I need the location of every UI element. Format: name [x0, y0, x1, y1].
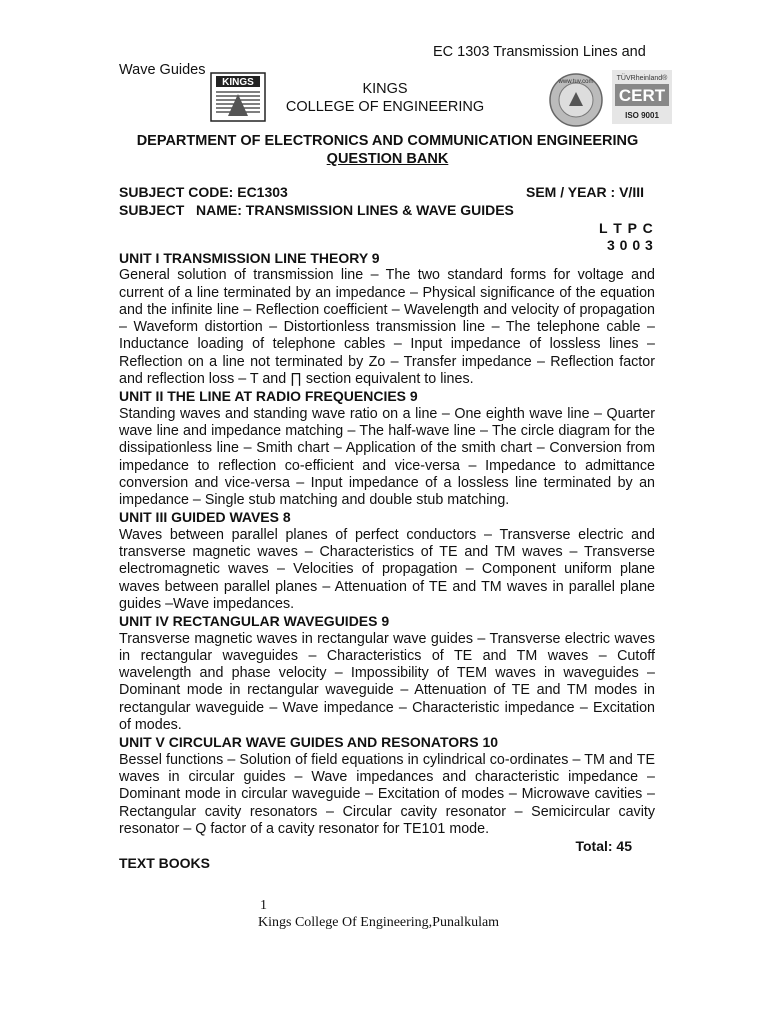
department-heading: [110, 132, 665, 168]
unit-title: UNIT V CIRCULAR WAVE GUIDES AND RESONATORS 10: [119, 734, 499, 751]
tuv-seal-icon: [545, 72, 607, 128]
total-hours: Total: 45: [575, 838, 632, 855]
text-books-heading: TEXT BOOKS: [119, 855, 211, 872]
cert-label: CERT: [618, 86, 666, 105]
unit-section: [119, 509, 655, 613]
kings-logo-text: KINGS: [222, 77, 254, 88]
unit-section: [119, 250, 655, 388]
page-number: 1: [260, 898, 267, 913]
ltpc-label: L T P C: [599, 220, 653, 236]
unit-body: Waves between parallel planes of perfect conductors – Transverse electric and transverse magnetic waves – Characteristics of TE and TM waves – Transverse electromagnetic waves – Velocities of propagation – Component uniform plane waves between parallel planes – Attenuation of TE and TM waves in parallel plane guides –Wave impedances.: [119, 526, 655, 612]
unit-section: [119, 734, 655, 838]
cert-brand: TÜVRheinland®: [616, 75, 668, 82]
subject-code: SUBJECT CODE: EC1303: [119, 184, 288, 200]
question-bank-title: QUESTION BANK: [326, 151, 449, 167]
unit-title: UNIT IV RECTANGULAR WAVEGUIDES 9: [119, 613, 390, 630]
unit-section: [119, 613, 655, 734]
college-name: [260, 80, 510, 116]
tuv-cert-logo: [612, 70, 672, 124]
ltpc-values: 3 0 0 3: [607, 237, 654, 253]
header-course-subtitle: Wave Guides: [119, 62, 206, 78]
cert-iso: ISO 9001: [625, 111, 659, 120]
college-name-line2: COLLEGE OF ENGINEERING: [285, 99, 485, 115]
college-name-line1: KINGS: [362, 81, 408, 97]
header-course-title: EC 1303 Transmission Lines and: [433, 44, 646, 60]
unit-body: Bessel functions – Solution of field equations in cylindrical co-ordinates – TM and TE waves in circular guides – Wave impedances and characteristic impedance – Dominant mode in circular waveguide – Excitation of modes – Microwave cavities – Rectangular cavity resonators – Circular cavity resonator – Semicircular cavity resonator – Q factor of a cavity resonator for TE101 mode.: [119, 751, 655, 837]
unit-body: General solution of transmission line – The two standard forms for voltage and current of a line terminated by an impedance – Physical significance of the equation and the infinite line – Reflection coefficient – Wavelength and velocity of propagation – Waveform distortion – Distortionless transmission line – The telephone cable – Inductance loading of telephone cables – Input impedance of lossless lines – Reflection on a line not terminated by Zo – Transfer impedance – Reflection factor and reflection loss – T and ∏ section equivalent to lines.: [119, 267, 655, 388]
kings-logo: [210, 72, 266, 122]
unit-title: UNIT III GUIDED WAVES 8: [119, 509, 291, 526]
unit-section: [119, 388, 655, 509]
sem-year: SEM / YEAR : V/III: [526, 184, 644, 200]
seal-text: www.tuv.com: [558, 79, 594, 85]
unit-body: Standing waves and standing wave ratio on a line – One eighth wave line – Quarter wave line and impedance matching – The half-wave line – The circle diagram for the dissipationless line – Smith chart – Application of the smith chart – Conversion from impedance to reflection co-efficient and vice-versa – Impedance to admittance conversion and vice-versa – Input impedance of a lossless line terminated by an impedance – Single stub matching and double stub matching.: [119, 405, 655, 509]
footer-text: Kings College Of Engineering,Punalkulam: [258, 915, 500, 930]
unit-title: UNIT II THE LINE AT RADIO FREQUENCIES 9: [119, 388, 418, 405]
subject-name: SUBJECT NAME: TRANSMISSION LINES & WAVE GUIDES: [119, 202, 514, 218]
unit-body: Transverse magnetic waves in rectangular wave guides – Transverse electric waves in rectangular waveguides – Characteristics of TE and TM waves – Cutoff wavelength and phase velocity – Impossibility of TEM waves in waveguides – Dominant mode in rectangular waveguide – Attenuation of TE and TM modes in rectangular waveguide – Wave impedance – Characteristic impedance – Excitation of modes.: [119, 630, 655, 734]
department-title: DEPARTMENT OF ELECTRONICS AND COMMUNICATION ENGINEERING: [136, 133, 639, 149]
unit-title: UNIT I TRANSMISSION LINE THEORY 9: [119, 250, 380, 266]
syllabus-units: [119, 250, 655, 873]
